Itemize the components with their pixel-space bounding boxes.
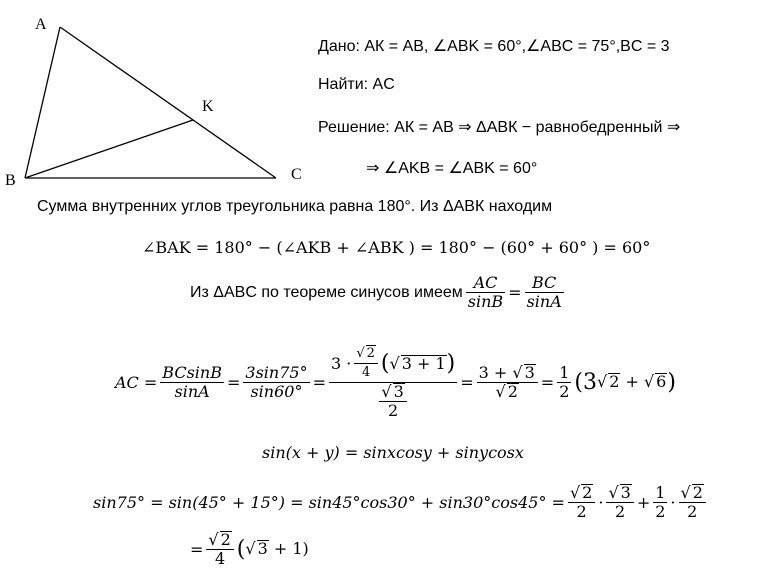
find-line: Найти: AC bbox=[318, 76, 395, 93]
fraction-bc-sina bbox=[525, 274, 564, 311]
radicand: 2 bbox=[692, 483, 703, 502]
ac-equation bbox=[115, 345, 676, 420]
fraction-numerator: 1 bbox=[655, 483, 666, 502]
equals-sign: = bbox=[190, 540, 204, 559]
fraction-bcsinb-sina bbox=[160, 364, 224, 401]
fraction-denominator: 2 bbox=[388, 401, 399, 420]
paren-close: ) bbox=[446, 350, 456, 376]
fraction-denominator: 2 bbox=[687, 502, 698, 521]
angle-bak-equation: ∠BAK = 180° − (∠AKB + ∠ABK ) = 180° − (60° + 60° ) = 60° bbox=[142, 238, 651, 257]
equals-sign: = bbox=[508, 283, 522, 302]
fraction-numerator bbox=[606, 484, 633, 503]
fraction-numerator: 3sin75° bbox=[245, 363, 308, 382]
compound-numerator bbox=[329, 345, 457, 383]
sqrt-symbol: √ bbox=[596, 372, 608, 391]
radicand: 3 bbox=[257, 539, 268, 558]
fraction-denominator: 2 bbox=[615, 502, 626, 521]
paren-open: ( bbox=[380, 350, 390, 376]
fraction-denominator: 2 bbox=[655, 502, 666, 521]
fraction-denominator: 4 bbox=[215, 549, 226, 568]
sqrt-symbol: √ bbox=[245, 539, 256, 558]
sqrt-symbol: √ bbox=[495, 382, 506, 401]
fraction-numerator bbox=[568, 484, 595, 503]
final-tail: + 1) bbox=[268, 539, 309, 558]
fraction-numerator: 1 bbox=[559, 363, 570, 382]
fraction-numerator: BC bbox=[525, 274, 564, 293]
radicand: 2 bbox=[507, 382, 518, 401]
fraction-denominator: sinB bbox=[467, 292, 504, 311]
radicand: 2 bbox=[609, 372, 620, 391]
fraction-one-half bbox=[557, 364, 571, 401]
fraction-numerator bbox=[679, 484, 706, 503]
fraction-numerator bbox=[354, 345, 378, 364]
radicand: 2 bbox=[582, 483, 593, 502]
radicand-expression: 3 + 1 bbox=[401, 354, 446, 373]
given-line: Дано: АК = АВ, ∠ABK = 60°,∠ABC = 75°,BC = 3 bbox=[318, 38, 670, 55]
fraction-denominator: sinA bbox=[174, 382, 210, 401]
radicand: 3 bbox=[393, 382, 404, 401]
fraction-sqrt2-4 bbox=[354, 345, 378, 382]
sqrt-symbol: √ bbox=[389, 353, 400, 373]
fraction-denominator bbox=[477, 383, 538, 401]
point-label-k: K bbox=[202, 98, 214, 115]
radicand: 2 bbox=[366, 346, 375, 361]
sqrt-symbol: √ bbox=[381, 382, 392, 401]
angle-sum-text: Сумма внутренних углов треугольника равна 180°. Из ΔАВК находим bbox=[37, 198, 553, 215]
fraction-sqrt3-2 bbox=[379, 383, 406, 420]
compound-fraction bbox=[329, 345, 457, 420]
fraction-one-half bbox=[653, 484, 667, 521]
equals-sign: = bbox=[226, 373, 241, 392]
point-label-b: B bbox=[5, 172, 16, 189]
solution-line-1: Решение: АК = АВ ⇒ ΔАВК − равнобедренный ⇒ bbox=[318, 119, 681, 136]
radicand: 6 bbox=[656, 372, 667, 391]
sqrt-symbol: √ bbox=[608, 483, 619, 502]
sine-rule-line bbox=[190, 274, 567, 311]
sqrt-symbol: √ bbox=[356, 346, 365, 361]
fraction-ac-sinb bbox=[466, 274, 505, 311]
fraction-numerator bbox=[379, 383, 406, 402]
equals-sign: = bbox=[460, 373, 474, 392]
sqrt-symbol: √ bbox=[512, 363, 523, 382]
fraction-sqrt2-4 bbox=[206, 531, 233, 568]
sin75-equation bbox=[93, 484, 709, 521]
numerator-prefix: 3 · bbox=[330, 353, 352, 373]
numerator-prefix: 3 + bbox=[478, 363, 508, 382]
equals-sign: = bbox=[312, 373, 326, 392]
fraction-3plussqrt3-sqrt2 bbox=[477, 364, 538, 401]
fraction-denominator: 2 bbox=[576, 502, 587, 521]
multiply-dot: · bbox=[670, 493, 676, 512]
sqrt-symbol: √ bbox=[643, 372, 655, 391]
final-equation bbox=[190, 531, 309, 568]
solution-line-2: ⇒ ∠AKB = ∠ABK = 60° bbox=[366, 160, 538, 177]
paren-open: ( bbox=[236, 537, 246, 562]
fraction-numerator bbox=[477, 364, 538, 383]
result-expression bbox=[574, 370, 676, 395]
radicand: 3 bbox=[524, 363, 535, 382]
radicand: 2 bbox=[220, 530, 231, 549]
fraction-sqrt3-2 bbox=[606, 484, 633, 521]
paren-open: (3 bbox=[574, 370, 597, 395]
multiply-dot: · bbox=[598, 493, 604, 512]
fraction-numerator bbox=[206, 531, 233, 550]
fraction-denominator: sinA bbox=[526, 292, 562, 311]
fraction-numerator: BCsinB bbox=[162, 363, 222, 382]
point-label-a: A bbox=[35, 16, 47, 33]
plus-sign: + bbox=[625, 372, 639, 391]
fraction-sqrt2-2 bbox=[679, 484, 706, 521]
compound-denominator bbox=[329, 383, 457, 420]
sqrt-symbol: √ bbox=[569, 483, 581, 502]
sine-sum-formula: sin(x + y) = sinxcosy + sinycosx bbox=[262, 443, 524, 462]
fraction-denominator: 2 bbox=[559, 382, 570, 401]
radicand: 3 bbox=[620, 483, 631, 502]
paren-close: ) bbox=[667, 370, 676, 395]
sin75-lhs: sin75° = sin(45° + 15°) = sin45°cos30° + sin30°cos45° = bbox=[93, 493, 565, 512]
point-label-c: C bbox=[291, 166, 302, 183]
fraction-3sin75-sin60 bbox=[243, 364, 309, 401]
equals-sign: = bbox=[540, 373, 555, 392]
fraction-denominator: 4 bbox=[361, 365, 371, 380]
sqrt-symbol: √ bbox=[680, 483, 691, 502]
ac-lhs: AC = bbox=[115, 373, 158, 392]
fraction-sqrt2-2 bbox=[568, 484, 595, 521]
side-ab bbox=[25, 27, 60, 178]
final-expression bbox=[237, 537, 309, 562]
plus-sign: + bbox=[636, 493, 651, 512]
fraction-numerator: AC bbox=[466, 274, 505, 293]
fraction-denominator: sin60° bbox=[250, 382, 303, 401]
segment-bk bbox=[25, 120, 193, 178]
sqrt-symbol: √ bbox=[208, 530, 219, 549]
sine-rule-prefix: Из ΔABC по теореме синусов имеем bbox=[190, 283, 463, 301]
